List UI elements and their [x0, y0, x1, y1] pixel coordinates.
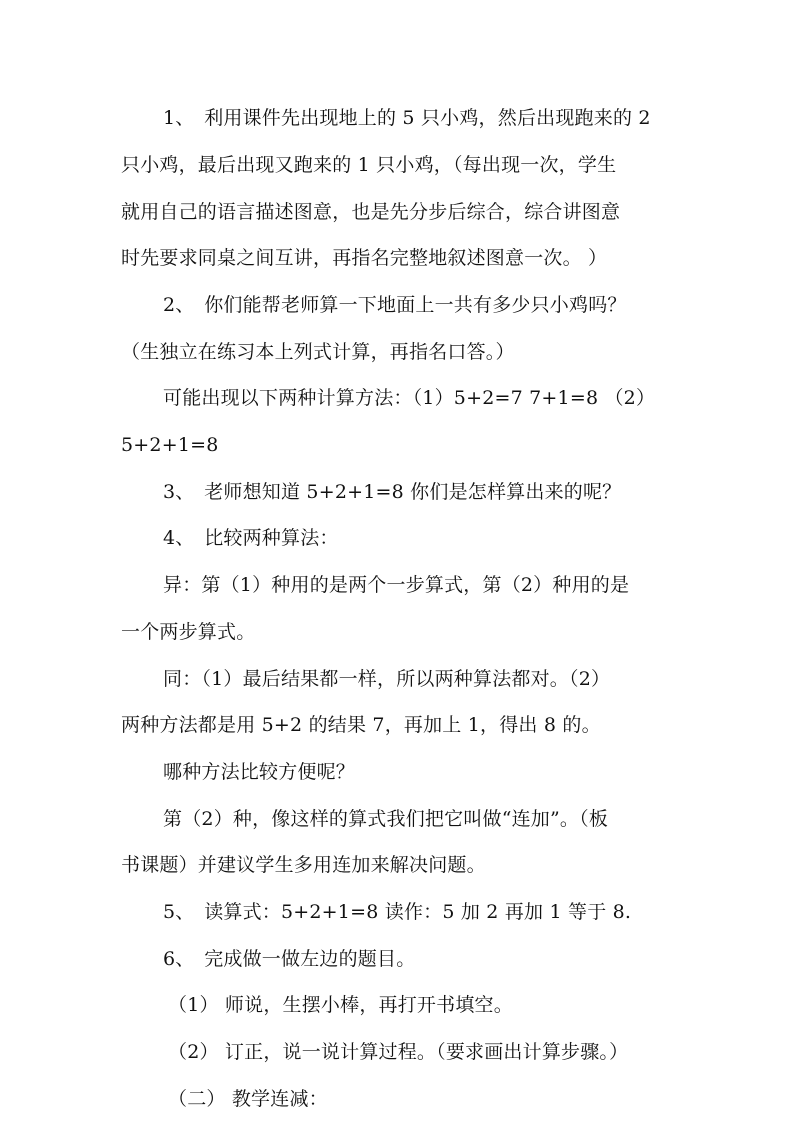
paragraph-6: 6、 完成做一做左边的题目。: [163, 948, 416, 970]
paragraph-1-line-3: 就用自己的语言描述图意，也是先分步后综合，综合讲图意: [121, 201, 621, 223]
methods-line-2: 5+2+1=8: [121, 434, 219, 456]
paragraph-5: 5、 读算式：5+2+1=8 读作：5 加 2 再加 1 等于 8.: [163, 901, 632, 923]
subitem-2: （2） 订正，说一说计算过程。（要求画出计算步骤。）: [168, 1041, 629, 1063]
paragraph-2-line-2: （生独立在练习本上列式计算，再指名口答。）: [121, 341, 515, 363]
similarity-line-1: 同：（1）最后结果都一样，所以两种算法都对。（2）: [163, 668, 611, 690]
paragraph-1-line-2: 只小鸡，最后出现又跑来的 1 只小鸡，（每出现一次，学生: [121, 154, 617, 176]
methods-line-1: 可能出现以下两种计算方法：（1）5+2=7 7+1=8 （2）: [163, 387, 656, 409]
question-line: 哪种方法比较方便呢？: [163, 761, 356, 783]
continuous-add-line-2: 书课题）并建议学生多用连加来解决问题。: [121, 854, 486, 876]
paragraph-2-line-1: 2、 你们能帮老师算一下地面上一共有多少只小鸡吗？: [163, 294, 627, 316]
difference-line-2: 一个两步算式。: [121, 621, 256, 643]
section-heading-two: （二） 教学连减：: [168, 1088, 328, 1110]
continuous-add-line-1: 第（2）种，像这样的算式我们把它叫做“连加”。（板: [163, 808, 609, 830]
similarity-line-2: 两种方法都是用 5+2 的结果 7，再加上 1，得出 8 的。: [121, 714, 601, 736]
subitem-1: （1） 师说，生摆小棒，再打开书填空。: [168, 994, 513, 1016]
paragraph-1-line-1: 1、 利用课件先出现地上的 5 只小鸡，然后出现跑来的 2: [163, 107, 651, 129]
paragraph-1-line-4: 时先要求同桌之间互讲，再指名完整地叙述图意一次。 ）: [121, 247, 608, 269]
paragraph-4: 4、 比较两种算法：: [163, 527, 339, 549]
paragraph-3: 3、 老师想知道 5+2+1=8 你们是怎样算出来的呢？: [163, 481, 622, 503]
difference-line-1: 异：第（1）种用的是两个一步算式，第（2）种用的是: [163, 574, 630, 596]
